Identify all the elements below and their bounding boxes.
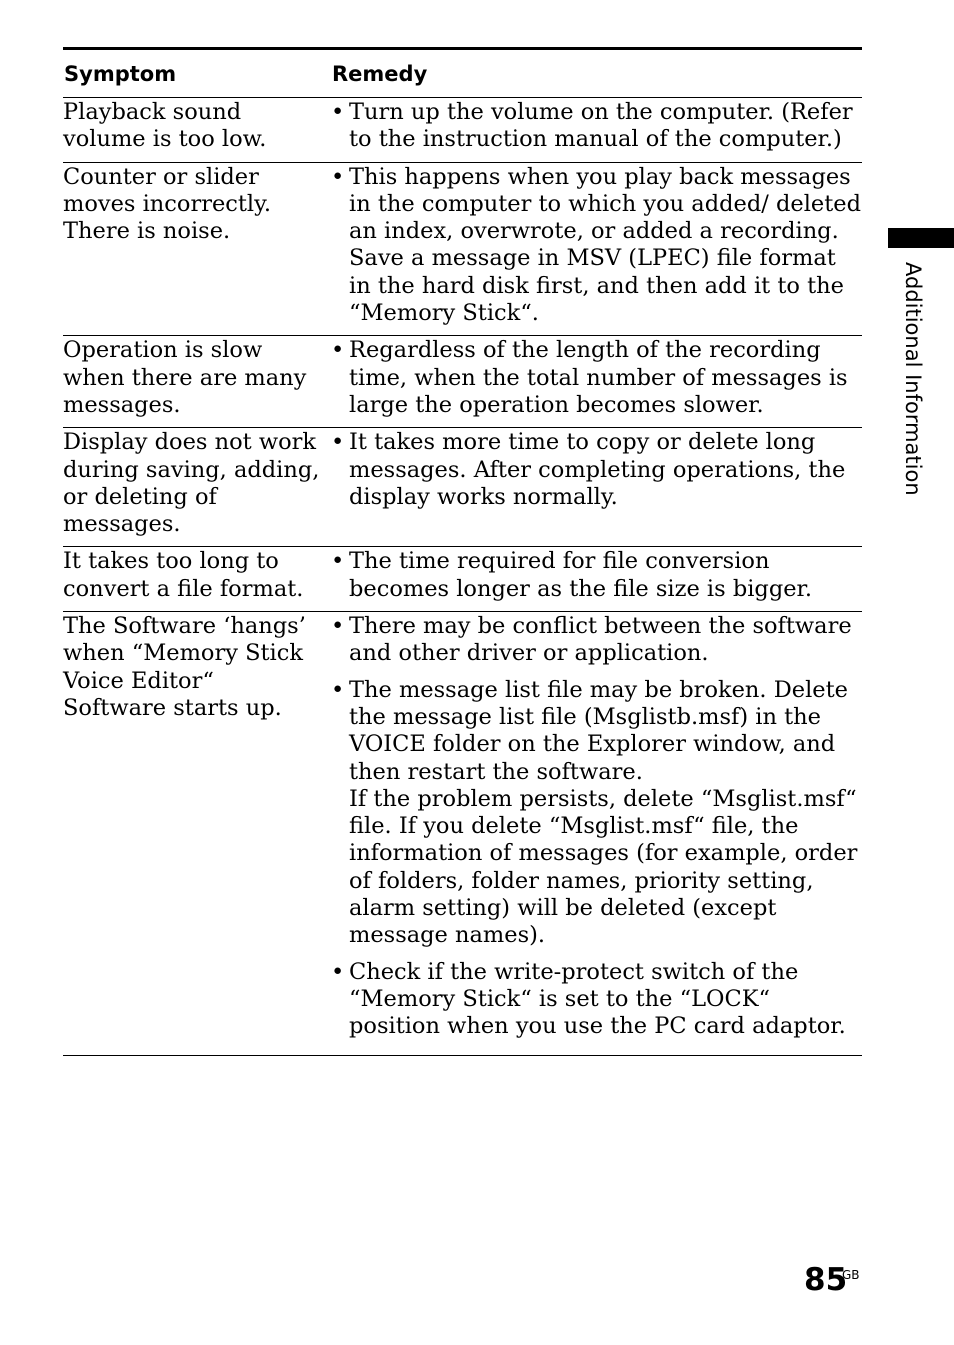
symptom-cell: The Software ‘hangs’ when “Memory Stick Voice Editor“ Software starts up.: [63, 613, 306, 721]
remedy-cell: [331, 164, 862, 328]
table-row: [63, 612, 862, 1055]
remedy-cell: [331, 613, 862, 1040]
remedy-item: • The message list file may be broken. Delete the message list file (Msglistb.msf) in the VOICE folder on the Explorer window, and then restart the software. If the problem persists, delete “Msglist.msf“ file. If you delete “Msglist.msf“ file, the information of messages (for example, order of folders, folder names, priority setting, alarm setting) will be deleted (except message names).: [331, 676, 858, 949]
bullet-icon: •: [331, 337, 345, 364]
remedy-cell: [331, 99, 862, 154]
remedy-item: • Check if the write-protect switch of the “Memory Stick“ is set to the “LOCK“ position when you use the PC card adaptor.: [331, 958, 846, 1040]
table-row: [63, 163, 862, 337]
table-row: [63, 428, 862, 547]
remedy-item: • This happens when you play back messages in the computer to which you added/ deleted an index, overwrote, or added a recording. Save a message in MSV (LPEC) file format in the hard disk first, and then add it to the “Memory Stick“.: [331, 163, 861, 327]
symptom-cell: Playback sound volume is too low.: [63, 99, 267, 153]
remedy-cell: [331, 429, 862, 538]
remedy-item: • Regardless of the length of the recording time, when the total number of messages is large the operation becomes slower.: [331, 337, 848, 418]
symptom-cell: Operation is slow when there are many messages.: [63, 337, 307, 418]
bullet-icon: •: [331, 613, 345, 640]
remedy-item: • It takes more time to copy or delete long messages. After completing operations, the display works normally.: [331, 429, 846, 510]
section-side-label: Additional Information: [901, 262, 925, 496]
table-row: [63, 547, 862, 612]
table-header: [63, 50, 862, 98]
header-remedy: Remedy: [332, 61, 428, 86]
section-tab-marker: [888, 228, 954, 248]
bullet-icon: •: [331, 429, 345, 456]
remedy-continuation: If the problem persists, delete “Msglist.msf“ file. If you delete “Msglist.msf“ file, the information of messages (for example, order of folders, folder names, priority setting, alarm setting) will be deleted (except message names).: [349, 785, 858, 949]
remedy-item: • The time required for file conversion becomes longer as the file size is bigger.: [331, 548, 812, 602]
bullet-icon: •: [331, 958, 345, 985]
remedy-cell: [331, 548, 862, 603]
page-number-suffix: GB: [842, 1268, 860, 1282]
table-row: [63, 98, 862, 163]
bullet-icon: •: [331, 676, 345, 703]
bullet-icon: •: [331, 548, 345, 575]
bullet-icon: •: [331, 163, 345, 190]
remedy-cell: [331, 337, 862, 419]
troubleshooting-table: [63, 47, 862, 1056]
remedy-item: • Turn up the volume on the computer. (Refer to the instruction manual of the computer.): [331, 99, 853, 153]
remedy-item: • There may be conflict between the software and other driver or application.: [331, 613, 852, 667]
page-number: 85: [804, 1262, 848, 1298]
symptom-cell: Display does not work during saving, adding, or deleting of messages.: [63, 429, 320, 538]
bullet-icon: •: [331, 99, 345, 125]
symptom-cell: Counter or slider moves incorrectly. There is noise.: [63, 163, 271, 245]
header-symptom: Symptom: [64, 61, 177, 86]
symptom-cell: It takes too long to convert a file format.: [63, 548, 304, 602]
table-row: [63, 336, 862, 428]
